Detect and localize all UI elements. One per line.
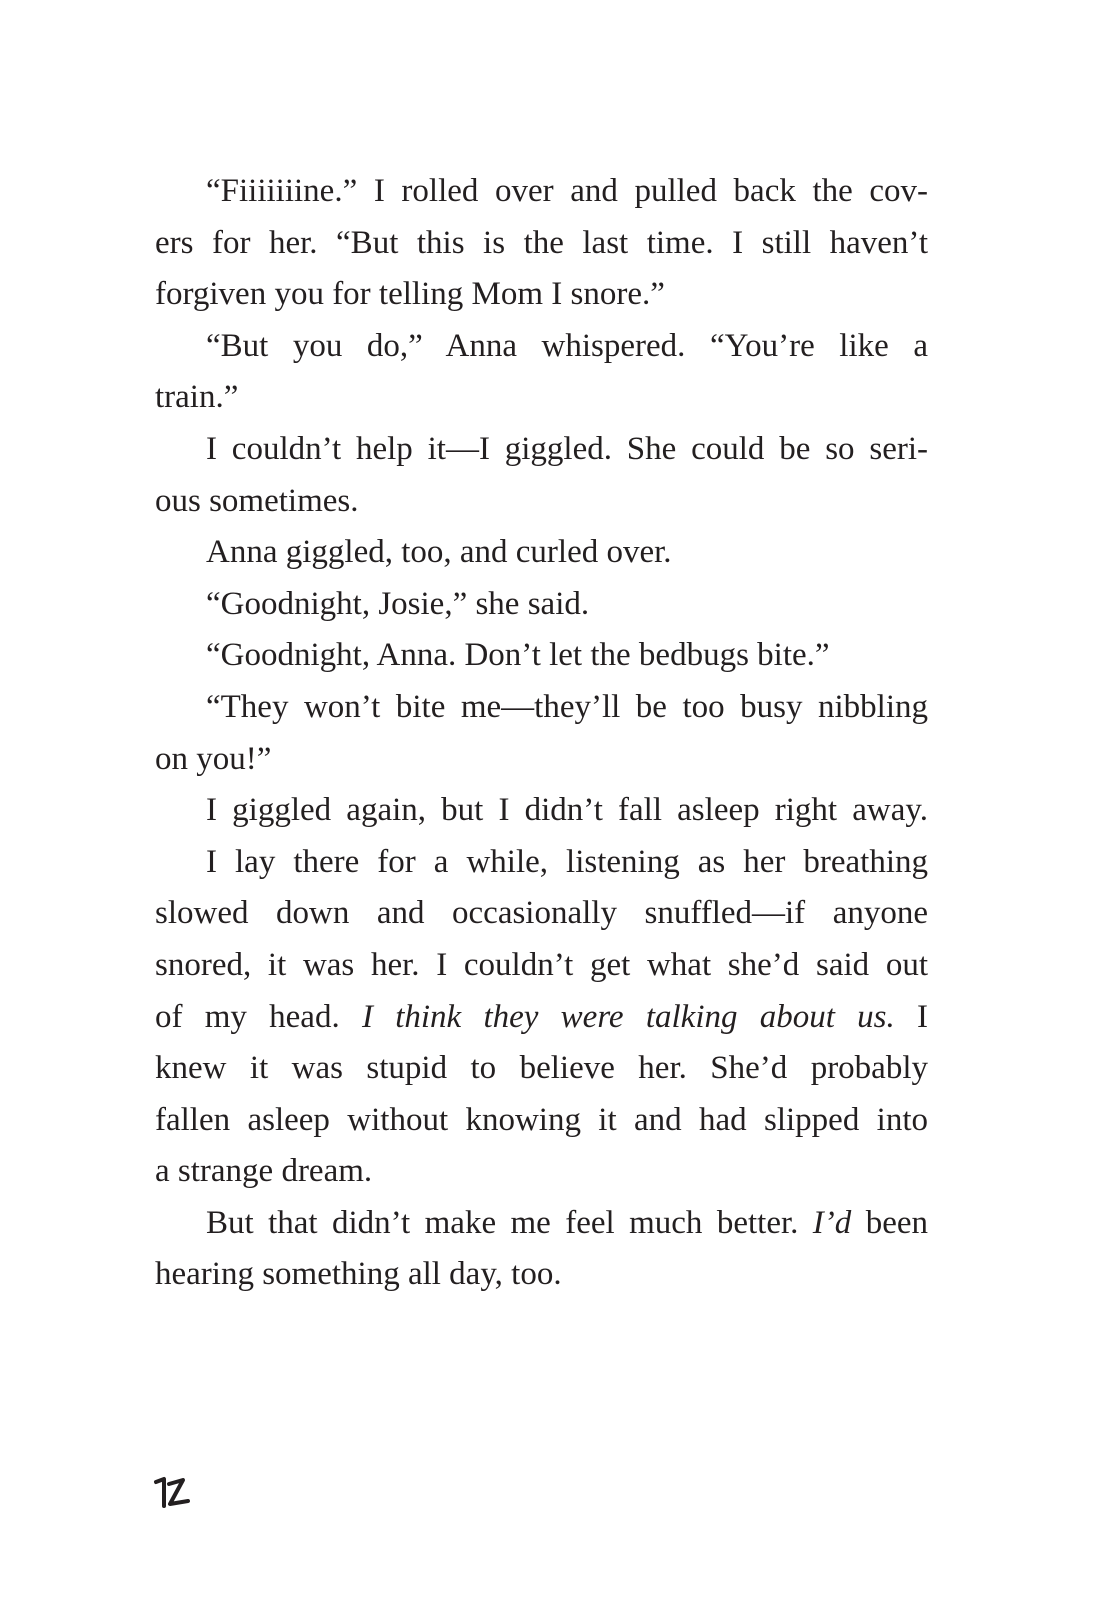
- text-line: Anna giggled, too, and curled over.: [206, 534, 672, 571]
- italic-text: I think they were talking about us.: [361, 998, 895, 1035]
- text-line: I lay there for a while, listening as her breathing: [206, 843, 928, 880]
- page-number-glyphs: [153, 1476, 193, 1512]
- text-line: snored, it was her. I couldn’t get what she’d said out: [155, 946, 928, 983]
- text-line: knew it was stupid to believe her. She’d probably: [155, 1050, 928, 1087]
- body-text: [155, 166, 928, 1301]
- text-line: [155, 1198, 928, 1250]
- text-line: “Goodnight, Anna. Don’t let the bedbugs bite.”: [206, 637, 830, 674]
- text-line: on you!”: [155, 740, 272, 777]
- text-line: forgiven you for telling Mom I snore.”: [155, 276, 665, 313]
- text-line: [155, 992, 928, 1044]
- text-line: a strange dream.: [155, 1153, 373, 1190]
- text-line: slowed down and occasionally snuffled—if anyone: [155, 895, 928, 932]
- text-line: train.”: [155, 379, 239, 416]
- text-line: “They won’t bite me—they’ll be too busy nibbling: [206, 688, 928, 725]
- text-run: of my head.: [155, 998, 362, 1035]
- text-line: fallen asleep without knowing it and had slipped into: [155, 1101, 928, 1138]
- text-line: “Fiiiiiiine.” I rolled over and pulled back the cov-: [206, 173, 928, 209]
- text-line: I couldn’t help it—I giggled. She could be so seri-: [206, 430, 928, 467]
- text-run: But that didn’t make me feel much better.: [206, 1204, 813, 1241]
- text-line: ous sometimes.: [155, 482, 359, 519]
- text-line: ers for her. “But this is the last time. I still haven’t: [155, 224, 928, 261]
- italic-text: I’d: [812, 1204, 852, 1241]
- text-line: I giggled again, but I didn’t fall asleep right away.: [206, 792, 928, 829]
- text-line: “But you do,” Anna whispered. “You’re like a: [206, 327, 928, 364]
- text-line: “Goodnight, Josie,” she said.: [206, 585, 590, 622]
- page-number: [153, 1476, 193, 1512]
- text-run: I: [894, 998, 928, 1035]
- text-run: been: [851, 1204, 928, 1241]
- text-line: hearing something all day, too.: [155, 1256, 562, 1293]
